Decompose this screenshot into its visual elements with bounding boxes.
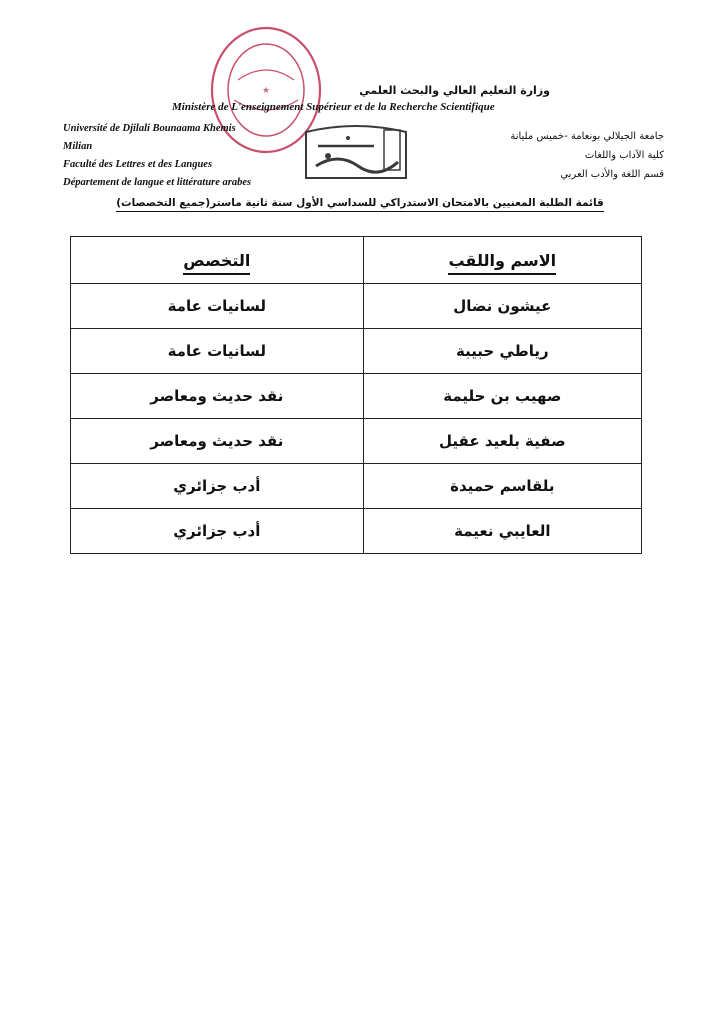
- ministry-french: Ministère de L'enseignement Supérieur et de la Recherche Scientifique: [172, 101, 495, 113]
- department-ar: قسم اللغة والأدب العربي: [560, 169, 664, 180]
- university-info-arabic: [444, 127, 664, 184]
- table-row: [71, 284, 642, 329]
- ministry-arabic: وزارة التعليم العالي والبحث العلمي: [359, 84, 550, 97]
- university-info-french: [63, 121, 303, 193]
- students-table: [70, 236, 642, 554]
- student-name: العايبي نعيمة: [363, 509, 641, 554]
- table-row: [71, 374, 642, 419]
- student-specialty: لسانيات عامة: [71, 329, 364, 374]
- student-specialty: نقد حديث ومعاصر: [71, 419, 364, 464]
- document-title: [100, 197, 620, 209]
- student-specialty: أدب جزائري: [71, 509, 364, 554]
- table-row: [71, 419, 642, 464]
- university-name-ar: جامعة الجيلالي بونعامة -خميس مليانة: [510, 131, 664, 142]
- student-name: بلقاسم حميدة: [363, 464, 641, 509]
- department-fr: Département de langue et littérature arabes: [63, 177, 252, 188]
- university-logo: [298, 122, 414, 184]
- document-title-text: قائمة الطلبة المعنيين بالامتحان الاستدراكي للسداسي الأول سنة ثانية ماستر(جميع التخصصات): [116, 197, 604, 212]
- table-row: [71, 464, 642, 509]
- student-specialty: أدب جزائري: [71, 464, 364, 509]
- specialty-column-header: التخصص: [71, 237, 364, 284]
- student-name: صهيب بن حليمة: [363, 374, 641, 419]
- university-name-fr: Université de Djilali Bounaama Khemis: [63, 123, 236, 134]
- svg-text:★: ★: [261, 86, 271, 96]
- student-specialty: لسانيات عامة: [71, 284, 364, 329]
- student-name: صفية بلعيد عقيل: [363, 419, 641, 464]
- student-name: عيشون نضال: [363, 284, 641, 329]
- name-column-header: الاسم واللقب: [363, 237, 641, 284]
- table-row: [71, 329, 642, 374]
- student-specialty: نقد حديث ومعاصر: [71, 374, 364, 419]
- faculty-fr: Faculté des Lettres et des Langues: [63, 159, 213, 170]
- student-name: رياطي حبيبة: [363, 329, 641, 374]
- table-header-row: [71, 237, 642, 284]
- table-row: [71, 509, 642, 554]
- university-city-fr: Milian: [63, 141, 93, 152]
- faculty-ar: كلية الآداب واللغات: [584, 150, 664, 161]
